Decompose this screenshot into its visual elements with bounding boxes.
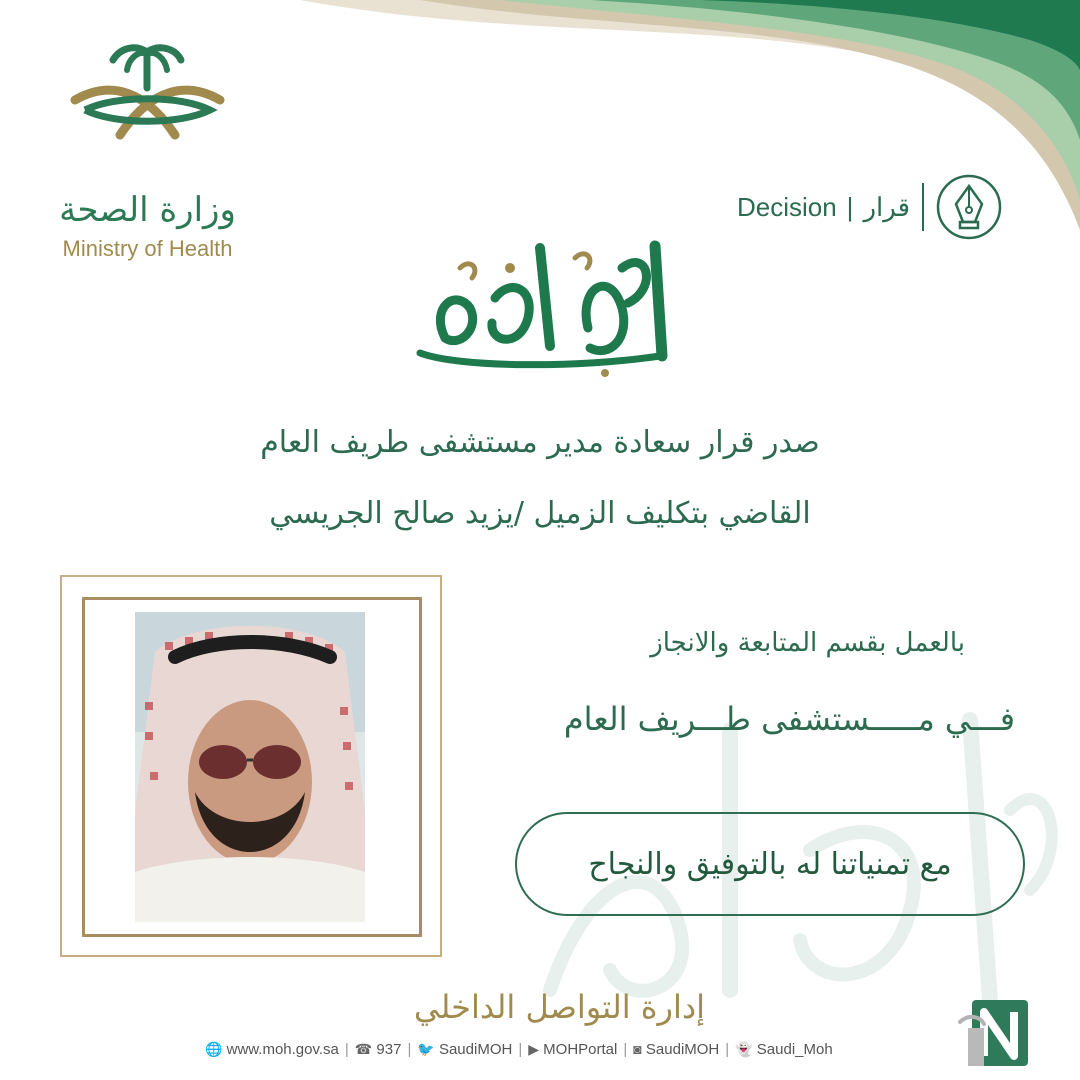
corner-n-logo	[958, 994, 1030, 1068]
footer-contacts: 🌐 www.moh.gov.sa | ☎ 937 | 🐦 SaudiMOH | ▶ MOHPortal | ◙ SaudiMOH | 👻 Saudi_Moh	[205, 1040, 833, 1058]
ministry-name-arabic: وزارة الصحة	[59, 190, 236, 230]
announcement-line-1: صدر قرار سعادة مدير مستشفى طريف العام	[260, 425, 820, 460]
ministry-name-english: Ministry of Health	[62, 236, 233, 261]
youtube-icon: ▶	[528, 1040, 539, 1057]
decision-badge	[737, 172, 1002, 242]
assignment-line-2: فـــي مـــــستشفى طـــريف العام	[563, 700, 1015, 738]
palm-swords-icon	[65, 40, 230, 150]
department-name: إدارة التواصل الداخلي	[413, 988, 705, 1026]
employee-photo	[135, 612, 365, 922]
decision-label-arabic: قرار	[863, 191, 910, 222]
instagram-icon: ◙	[633, 1040, 642, 1057]
footer-snapchat[interactable]: 👻 Saudi_Moh	[735, 1040, 833, 1058]
footer-website[interactable]: 🌐 www.moh.gov.sa	[205, 1040, 339, 1058]
footer-twitter[interactable]: 🐦 SaudiMOH	[417, 1040, 513, 1058]
decision-separator: |	[846, 191, 854, 222]
wish-pill	[515, 812, 1025, 916]
twitter-icon: 🐦	[417, 1040, 435, 1057]
photo-frame	[60, 575, 442, 957]
mabrook-calligraphy	[400, 228, 690, 378]
phone-icon: ☎	[354, 1040, 373, 1057]
globe-icon: 🌐	[205, 1040, 223, 1057]
decision-divider	[922, 183, 924, 231]
announcement-line-2: القاضي بتكليف الزميل /يزيد صالح الجريسي	[269, 496, 811, 531]
footer-youtube[interactable]: ▶ MOHPortal	[528, 1040, 618, 1058]
snapchat-icon: 👻	[735, 1040, 753, 1057]
footer-phone[interactable]: ☎ 937	[354, 1040, 402, 1058]
assignment-line-1: بالعمل بقسم المتابعة والانجاز	[650, 628, 965, 658]
portrait-illustration	[135, 612, 365, 922]
wish-text: مع تمنياتنا له بالتوفيق والنجاح	[588, 846, 952, 882]
footer-instagram[interactable]: ◙ SaudiMOH	[633, 1040, 720, 1058]
photo-frame-inner	[82, 597, 422, 937]
ministry-logo	[40, 40, 255, 261]
pen-nib-icon	[936, 174, 1002, 240]
decision-label-english: Decision	[736, 191, 837, 222]
